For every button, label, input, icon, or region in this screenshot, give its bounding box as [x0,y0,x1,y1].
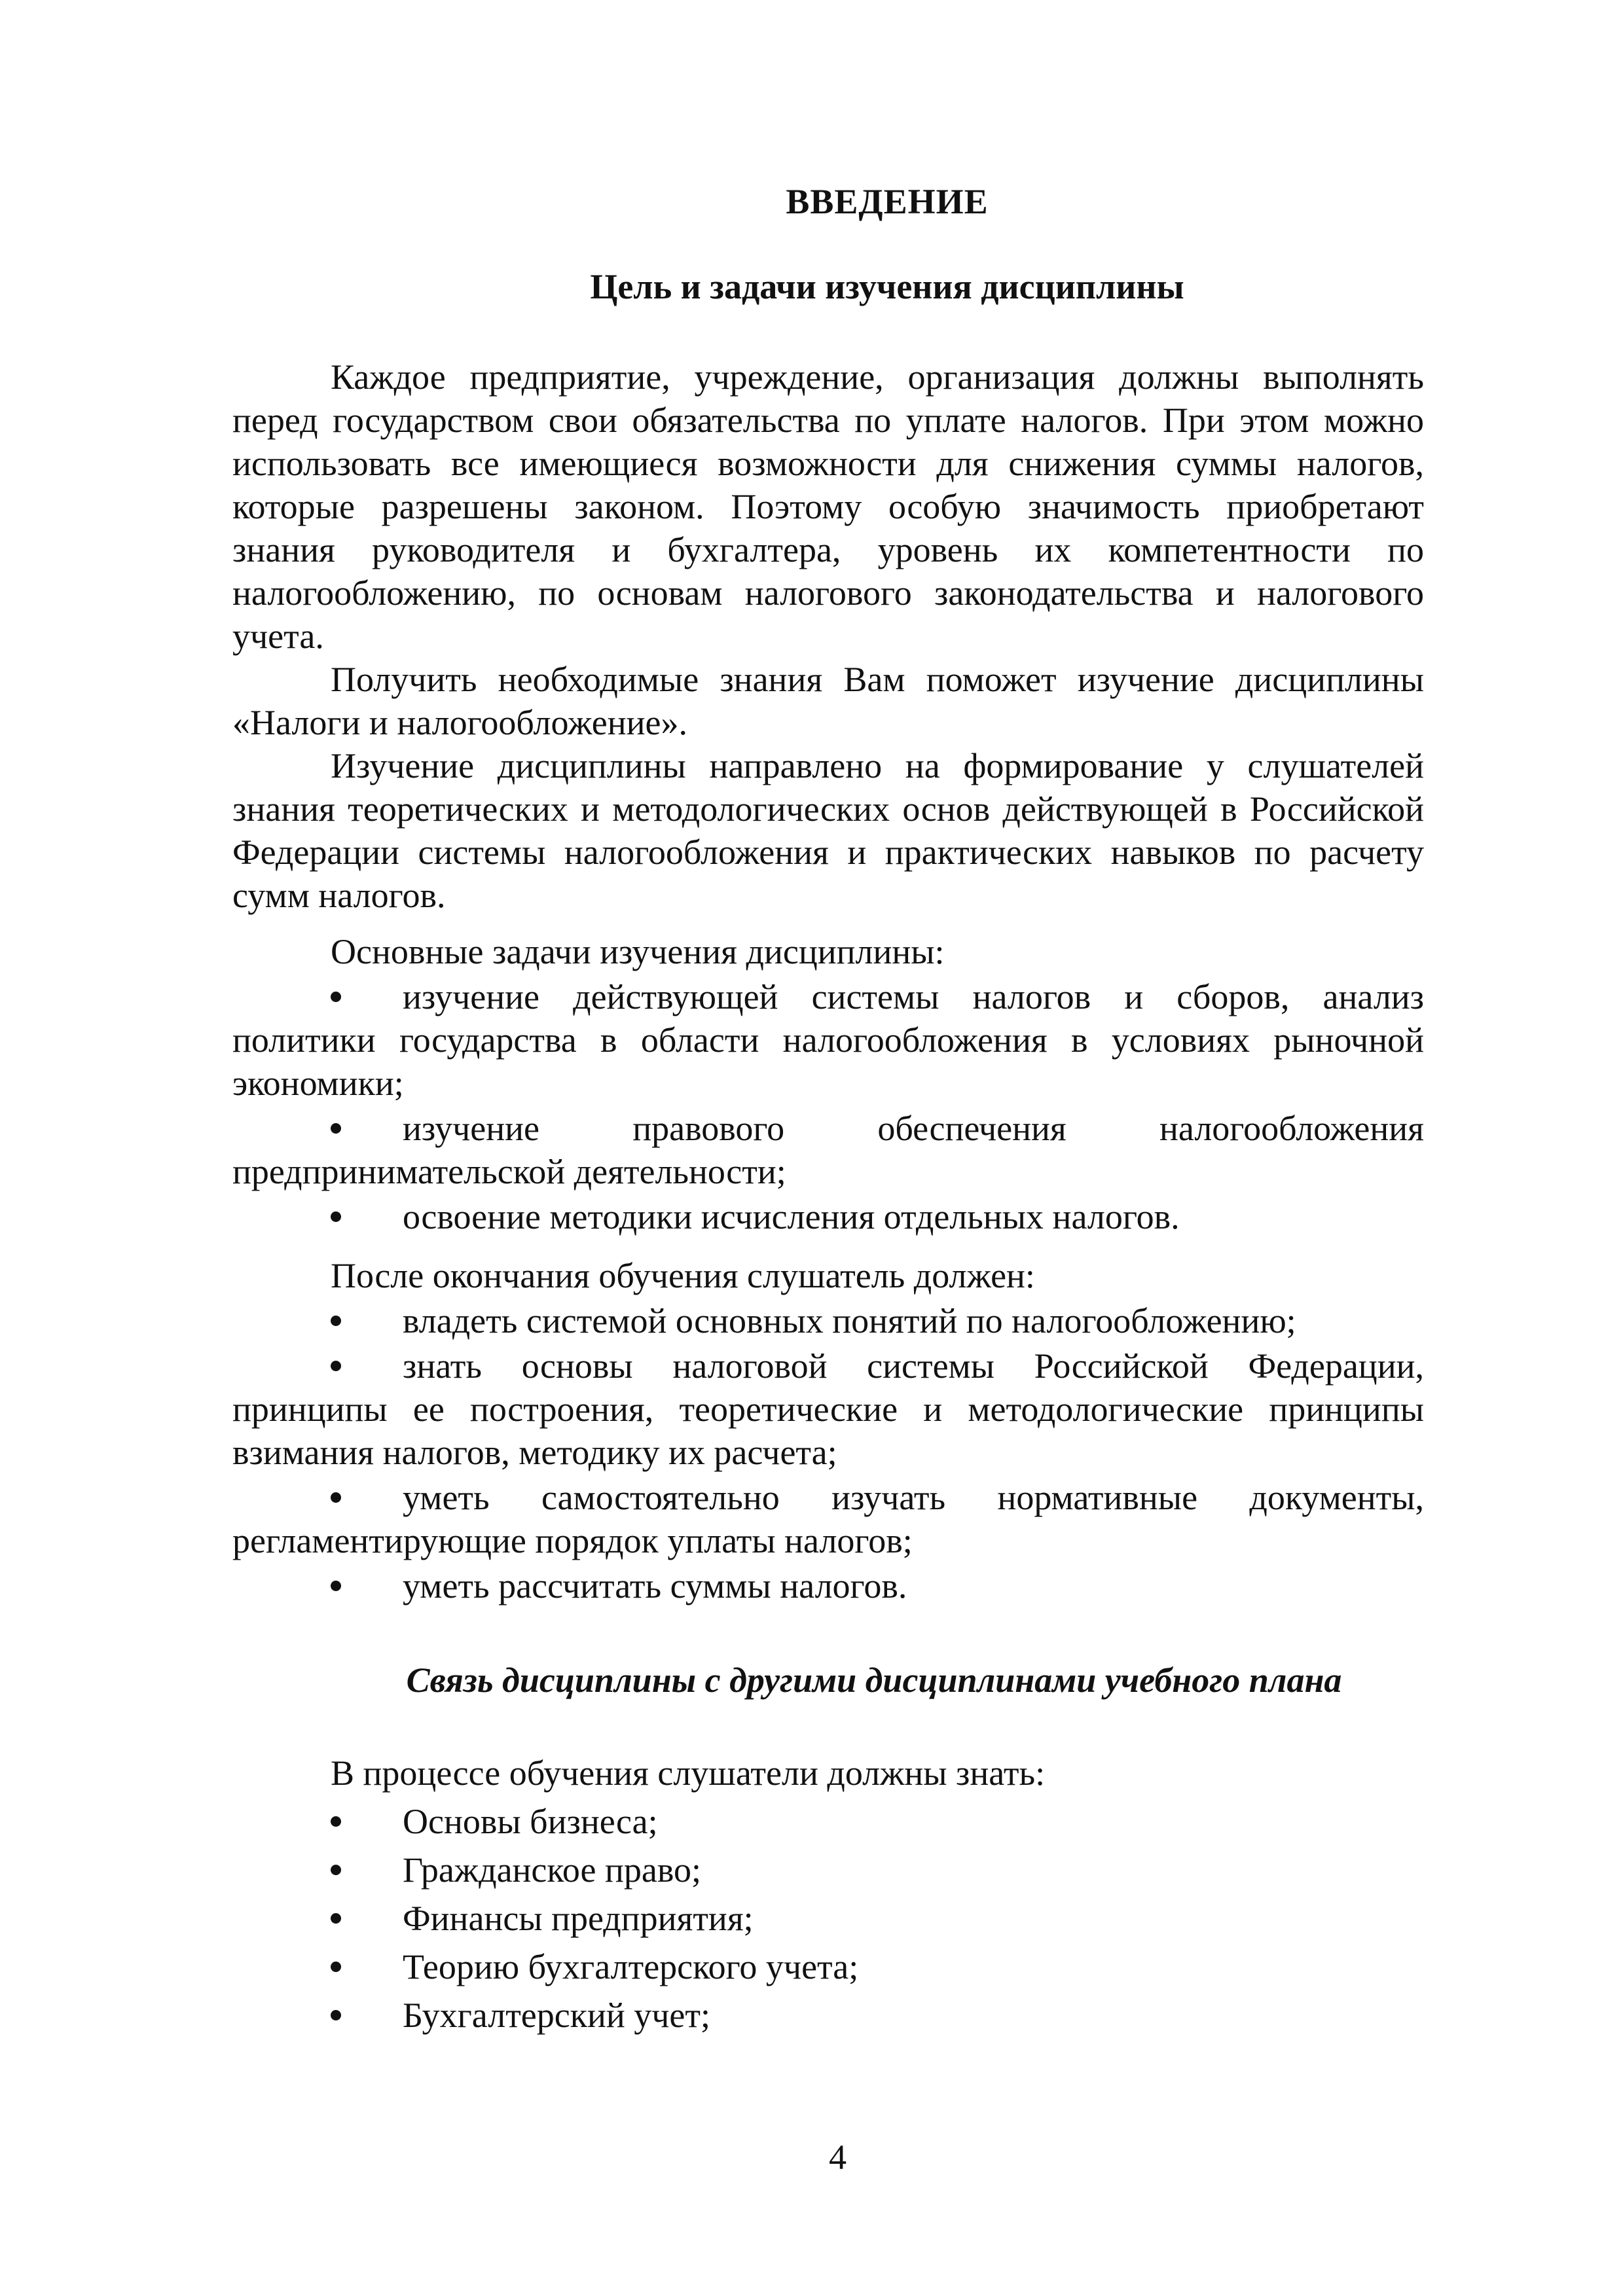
section-subtitle: Цель и задачи изучения дисциплины [590,267,1184,306]
page-number: 4 [829,2138,847,2177]
intro-paragraph-1: Каждое предприятие, учреждение, организация должны выполнять перед государством свои обязательства по уплате налогов. При этом можно использовать все имеющиеся возможности для снижения суммы налогов, которые разрешены законом. Поэтому особую значимость приобретают знания руководителя и бухгалтера, уровень их компетентности по налогообложению, по основам налогового законодательства и налогового учета. [232,357,1424,656]
disciplines-list [232,1800,1424,2037]
intro-paragraph-3: Изучение дисциплины направлено на формирование у слушателей знания теоретических и методологических основ действующей в Российской Федерации системы налогообложения и практических навыков по расчету сумм налогов. [232,746,1424,915]
list-item: Бухгалтерский учет; [232,1994,1424,2037]
list-item: владеть системой основных понятий по налогообложению; [232,1299,1424,1342]
outcomes-lead: После окончания обучения слушатель должен: [331,1256,1035,1295]
tasks-list [232,975,1424,1238]
bullet-icon [331,1123,341,1134]
tasks-lead: Основные задачи изучения дисциплины: [331,932,945,971]
list-item: знать основы налоговой системы Российской Федерации, принципы ее построения, теоретические и методологические принципы взимания налогов, методику их расчета; [232,1346,1424,1472]
bullet-icon [331,1962,341,1972]
page-content [232,180,1424,2037]
list-item: изучение правового обеспечения налогообложения предпринимательской деятельности; [232,1109,1424,1191]
bullet-icon [331,1913,341,1924]
section2-lead: В процессе обучения слушатели должны знать: [331,1753,1046,1793]
bullet-icon [331,1211,341,1222]
list-item: Теорию бухгалтерского учета; [232,1945,1424,1988]
list-item: Финансы предприятия; [232,1897,1424,1940]
list-item: уметь рассчитать суммы налогов. [232,1564,1424,1607]
bullet-icon [331,2010,341,2020]
list-item: Основы бизнеса; [232,1800,1424,1843]
list-item: Гражданское право; [232,1848,1424,1892]
bullet-icon [331,1361,341,1371]
bullet-icon [331,1316,341,1326]
bullet-icon [331,992,341,1002]
list-item: освоение методики исчисления отдельных налогов. [232,1195,1424,1238]
bullet-icon [331,1492,341,1503]
page-title: ВВЕДЕНИЕ [786,182,989,221]
bullet-icon [331,1816,341,1827]
list-item: изучение действующей системы налогов и сборов, анализ политики государства в области налогообложения в условиях рыночной экономики; [232,977,1424,1103]
intro-paragraph-2: Получить необходимые знания Вам поможет изучение дисциплины «Налоги и налогообложение». [232,660,1424,742]
section2-title: Связь дисциплины с другими дисциплинами учебного плана [406,1660,1342,1700]
outcomes-list [232,1299,1424,1607]
bullet-icon [331,1865,341,1875]
list-item: уметь самостоятельно изучать нормативные документы, регламентирующие порядок уплаты налогов; [232,1478,1424,1560]
bullet-icon [331,1581,341,1591]
